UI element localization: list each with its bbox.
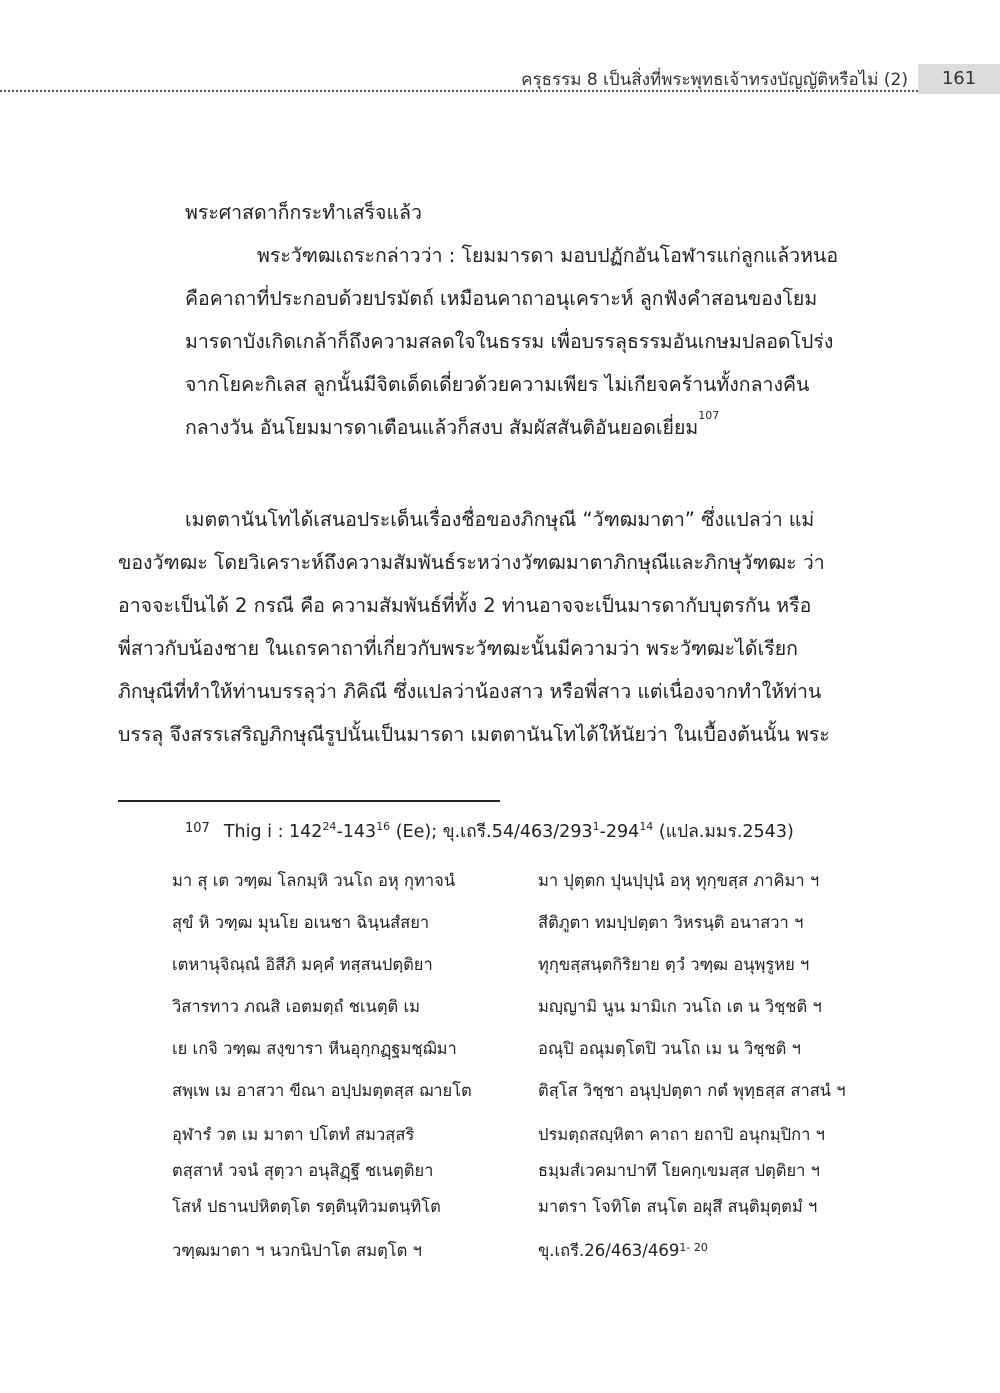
citation-sup: 24 xyxy=(322,820,337,833)
quote-line: มารดาบังเกิดเกล้าก็ถึงความสลดใจในธรรม เพื่อบรรลุธรรมอันเกษมปลอดโปร่ง xyxy=(185,330,834,353)
paragraph-line: บรรลุ จึงสรรเสริญภิกษุณีรูปนั้นเป็นมารดา เมตตานันโทได้ให้นัยว่า ในเบื้องต้นนั้น พระ xyxy=(118,723,830,746)
verse-line: โสหํ ปธานปหิตตฺโต รตฺตินฺทิวมตนฺทิโต xyxy=(172,1197,441,1216)
verse-line: ธมฺมสํเวคมาปาทึ โยคกฺเขมสฺส ปตฺติยา ฯ xyxy=(538,1161,820,1180)
verse-source-sup: 1- 20 xyxy=(679,1241,708,1254)
quote-block xyxy=(185,191,838,449)
quote-line: กลางวัน อันโยมมารดาเตือนแล้วก็สงบ สัมผัสสันติอันยอดเยี่ยม xyxy=(185,416,699,439)
quote-line: พระศาสดาก็กระทำเสร็จแล้ว xyxy=(185,201,422,224)
paragraph-line: เมตตานันโทได้เสนอประเด็นเรื่องชื่อของภิกษุณี “วัฑฒมาตา” ซึ่งแปลว่า แม่ xyxy=(185,508,815,531)
footnote-citation xyxy=(185,817,794,845)
paragraph-line: ของวัฑฒะ โดยวิเคราะห์ถึงความสัมพันธ์ระหว่างวัฑฒมาตาภิกษุณีและภิกษุวัฑฒะ ว่า xyxy=(118,551,825,574)
paragraph-line: ภิกษุณีที่ทำให้ท่านบรรลุว่า ภิคิณี ซึ่งแปลว่าน้องสาว หรือพี่สาว แต่เนื่องจากทำให้ท่าน xyxy=(118,680,822,703)
verse-line: สพฺเพ เม อาสวา ขีณา อปฺปมตฺตสฺส ฌายโต xyxy=(172,1081,472,1100)
citation-part: -294 xyxy=(599,822,640,842)
citation-part: (แปล.มมร.2543) xyxy=(653,822,794,842)
verse-line: สุขํ หิ วฑฺฒ มุนโย อเนชา ฉินฺนสํสยา xyxy=(172,913,430,932)
verse-line: อณุปิ อณุมตฺโตปิ วนโถ เม น วิชฺชติ ฯ xyxy=(538,1039,801,1058)
verse-source: ขุ.เถรี.26/463/469 xyxy=(538,1241,680,1260)
citation-sup: 1 xyxy=(592,820,600,833)
verse-line: ติสฺโส วิชฺชา อนุปฺปตฺตา กตํ พุทฺธสฺส สาสนํ ฯ xyxy=(538,1081,846,1100)
verse-line: อุฬารํ วต เม มาตา ปโตทํ สมวสฺสริ xyxy=(172,1125,415,1144)
verse-line: ทุกฺขสฺสนฺตกิริยาย ตฺวํ วฑฺฒ อนุพฺรูหย ฯ xyxy=(538,955,810,974)
verse-line: เย เกจิ วฑฺฒ สงฺขารา หีนอุกฺกฏฺฐมชฺฌิมา xyxy=(172,1039,457,1058)
citation-part: Thig i : 142 xyxy=(223,822,323,842)
citation-sup: 16 xyxy=(376,820,391,833)
quote-last-line xyxy=(185,406,838,449)
running-header xyxy=(0,64,1000,94)
citation-part: (Ee); ขุ.เถรี.54/463/293 xyxy=(390,822,593,842)
footnote-separator xyxy=(118,800,500,802)
quote-line: คือคาถาที่ประกอบด้วยปรมัตถ์ เหมือนคาถาอนุเคราะห์ ลูกฟังคำสอนของโยม xyxy=(185,287,818,310)
quote-line: จากโยคะกิเลส ลูกนั้นมีจิตเด็ดเดี่ยวด้วยความเพียร ไม่เกียจคร้านทั้งกลางคืน xyxy=(185,373,810,396)
body-paragraph xyxy=(118,498,830,756)
paragraph-line: อาจจะเป็นได้ 2 กรณี คือ ความสัมพันธ์ที่ทั้ง 2 ท่านอาจจะเป็นมารดากับบุตรกัน หรือ xyxy=(118,594,812,617)
paragraph-line: พี่สาวกับน้องชาย ในเถรคาถาที่เกี่ยวกับพระวัฑฒะนั้นมีความว่า พระวัฑฒะได้เรียก xyxy=(118,637,798,660)
quote-line: พระวัฑฒเถระกล่าวว่า : โยมมารดา มอบปฏักอันโอฬารแก่ลูกแล้วหนอ xyxy=(257,244,839,267)
citation-sup: 14 xyxy=(639,820,654,833)
verse-line: เตหานุจิณฺณํ อิสีภิ มคฺคํ ทสฺสนปตฺติยา xyxy=(172,955,433,974)
verse-line: สีติภูตา ทมปฺปตฺตา วิหรนฺติ อนาสวา ฯ xyxy=(538,913,804,932)
verse-line: มญฺญามิ นูน มามิเก วนโถ เต น วิชฺชติ ฯ xyxy=(538,997,822,1016)
header-title: ครุธรรม 8 เป็นสิ่งที่พระพุทธเจ้าทรงบัญญัติหรือไม่ (2) xyxy=(521,70,908,90)
page-number: 161 xyxy=(918,64,1000,94)
verse-line: วฑฺฒมาตา ฯ นวกนิปาโต สมตฺโต ฯ xyxy=(172,1241,422,1260)
footnote-number: 107 xyxy=(185,821,210,836)
verse-line: มา สุ เต วฑฺฒ โลกมฺหิ วนโถ อหุ กุทาจนํ xyxy=(172,871,456,890)
verse-line: ตสฺสาหํ วจนํ สุตฺวา อนุสิฏฺฐึ ชเนตฺติยา xyxy=(172,1161,434,1180)
verse-line: วิสารทาว ภณสิ เอตมตฺถํ ชเนตฺติ เม xyxy=(172,997,421,1016)
verse-line: มาตรา โจทิโต สนฺโต อผุสึ สนฺติมุตฺตมํ ฯ xyxy=(538,1197,818,1216)
verse-source-line xyxy=(538,1238,708,1264)
verse-line: มา ปุตฺตก ปุนปฺปุนํ อหุ ทุกฺขสฺส ภาคิมา ฯ xyxy=(538,871,820,890)
footnote-reference: 107 xyxy=(698,409,720,422)
citation-part: -143 xyxy=(336,822,377,842)
verse-line: ปรมตฺถสญฺหิตา คาถา ยถาปิ อนุกมฺปิกา ฯ xyxy=(538,1125,825,1144)
